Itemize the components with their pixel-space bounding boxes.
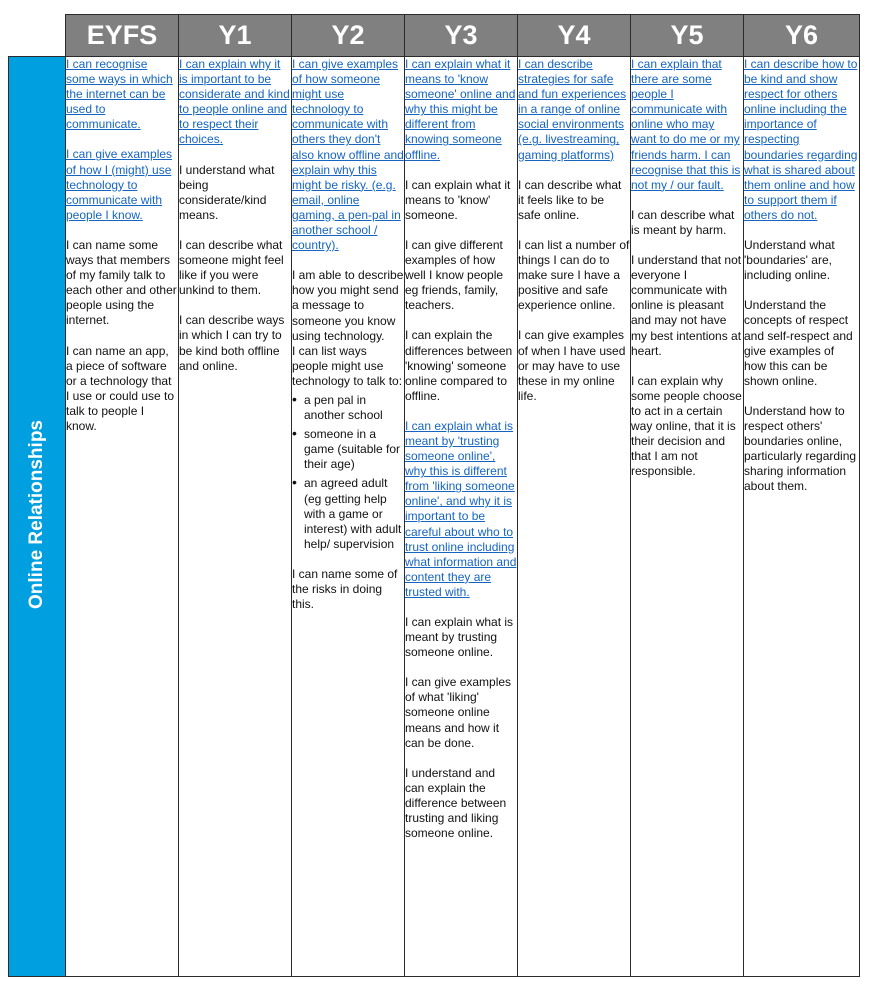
statement: Understand the concepts of respect and self-respect and give examples of how this can be shown online. [744, 298, 853, 388]
cell-y2 [292, 57, 405, 977]
cell-y4 [518, 57, 631, 977]
objective-link[interactable]: I can describe how to be kind and show respect for others online including the importance of respecting boundaries regarding what is shared about them online and how to support them if others do not. [744, 57, 858, 222]
statement: Understand how to respect others' boundaries online, particularly regarding sharing information about them. [744, 403, 857, 494]
bullet-item: • an agreed adult (eg getting help with a game or interest) with adult help/ supervision [304, 476, 404, 551]
column-header-y3: Y3 [405, 15, 518, 57]
column-header-y5: Y5 [631, 15, 744, 57]
statement: I understand that not everyone I communicate with online is pleasant and may not have my best intentions at heart. [631, 253, 742, 358]
column-header-y1: Y1 [179, 15, 292, 57]
column-header-y4: Y4 [518, 15, 631, 57]
bullet-item: • someone in a game (suitable for their age) [304, 427, 404, 472]
objective-link[interactable]: I can give examples of how I (might) use technology to communicate with people I know. [66, 147, 173, 222]
cell-y6 [744, 57, 860, 977]
objective-link[interactable]: I can give examples of how someone might use technology to communicate with others they don't also know offline and explain why this might be risky. (e.g. email, online gaming, a pen-pal in another school / country). [292, 57, 404, 253]
objective-link[interactable]: I can recognise some ways in which the internet can be used to communicate. [66, 57, 173, 132]
cell-y1 [179, 57, 292, 977]
statement: I can describe what it feels like to be safe online. [518, 177, 622, 222]
curriculum-table [8, 14, 860, 977]
statement: I am able to describe how you might send a message to someone you know using technology. [292, 268, 404, 343]
statement: I can explain the differences between 'knowing' someone online compared to offline. [405, 328, 513, 403]
objective-link[interactable]: I can explain that there are some people I communicate with online who may want to do me or my friends harm. I can recognise that this is not my / our fault. [631, 57, 741, 192]
statement: I can explain why some people choose to act in a certain way online, that it is their decision and that I am not responsible. [631, 373, 742, 479]
statement: I can describe ways in which I can try to be kind both offline and online. [179, 313, 285, 373]
statement: I understand and can explain the difference between trusting and liking someone online. [405, 765, 507, 841]
statement: I can describe what someone might feel like if you were unkind to them. [179, 237, 284, 298]
statement: I can list ways people might use technology to talk to: [292, 343, 403, 388]
online-relationships-row [9, 57, 860, 977]
statement: I can name an app, a piece of software or a technology that I use or could use to talk to people I know. [66, 343, 175, 433]
cell-y3 [405, 57, 518, 977]
bullet-item: • a pen pal in another school [304, 393, 404, 423]
objective-link[interactable]: I can explain what is meant by 'trusting someone online', why this is different from 'liking someone online', and why it is important to be careful about who to trust online including what information and content they are trusted with. [405, 418, 517, 599]
statement: I can give examples of what 'liking' someone online means and how it can be done. [405, 675, 512, 750]
objective-link[interactable]: I can describe strategies for safe and fun experiences in a range of online social environments (e.g. livestreaming, gaming platforms) [518, 57, 627, 162]
row-label: Online Relationships [26, 419, 47, 609]
objective-link[interactable]: I can explain why it is important to be considerate and kind to people online and to respect their choices. [179, 57, 290, 147]
header-row [9, 15, 860, 57]
corner-cell [9, 15, 66, 57]
row-label-cell [9, 57, 66, 977]
statement: I can explain what is meant by trusting someone online. [405, 615, 514, 660]
bullet-list [292, 393, 404, 552]
statement: Understand what 'boundaries' are, including online. [744, 238, 835, 283]
statement: I can list a number of things I can do to make sure I have a positive and safe experience online. [518, 237, 630, 313]
cell-y5 [631, 57, 744, 977]
statement: I can give examples of when I have used or may have to use these in my online life. [518, 328, 626, 403]
statement: I can name some of the risks in doing this. [292, 566, 398, 612]
statement: I can give different examples of how well I know people eg friends, family, teachers. [405, 237, 504, 313]
objective-link[interactable]: I can explain what it means to 'know someone' online and why this might be different from knowing someone offline. [405, 57, 516, 162]
statement: I can name some ways that members of my family talk to each other and other people using the internet. [66, 237, 177, 328]
statement: I can describe what is meant by harm. [631, 207, 735, 237]
cell-eyfs [66, 57, 179, 977]
column-header-y2: Y2 [292, 15, 405, 57]
column-header-y6: Y6 [744, 15, 860, 57]
statement: I can explain what it means to 'know' someone. [405, 177, 511, 222]
column-header-eyfs: EYFS [66, 15, 179, 57]
statement: I understand what being considerate/kind means. [179, 162, 275, 222]
